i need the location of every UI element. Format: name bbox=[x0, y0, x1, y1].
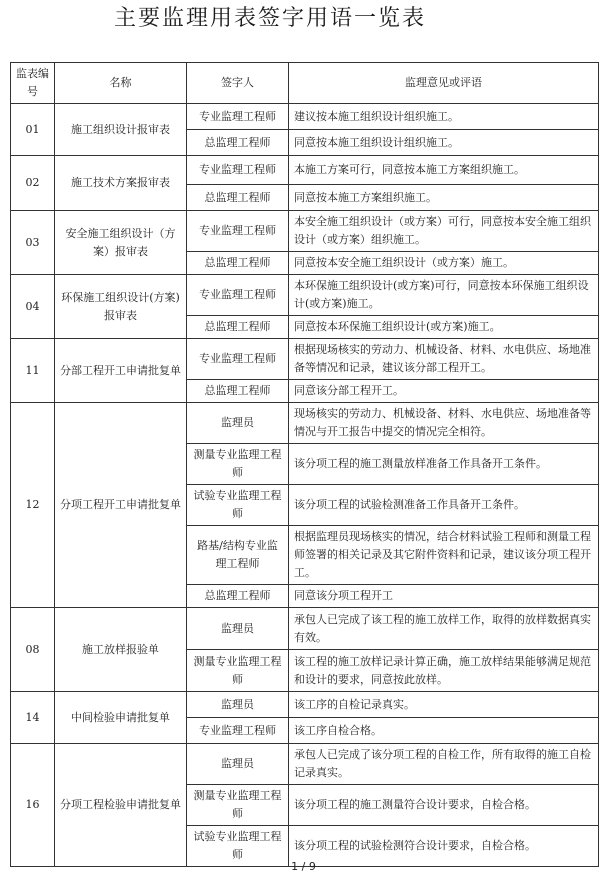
header-opinion: 监理意见或评语 bbox=[289, 63, 599, 104]
opinion-cell: 该分项工程的试验检测符合设计要求，自检合格。 bbox=[289, 826, 599, 867]
opinion-cell: 该分项工程的试验检测准备工作具备开工条件。 bbox=[289, 485, 599, 526]
form-code-cell: 12 bbox=[11, 403, 55, 608]
opinion-cell: 本安全施工组织设计（或方案）可行，同意按本安全施工组织设计（或方案）组织施工。 bbox=[289, 211, 599, 252]
signer-cell: 专业监理工程师 bbox=[187, 718, 289, 744]
page-indicator: 1 / 9 bbox=[291, 860, 316, 873]
form-name-cell: 施工技术方案报审表 bbox=[55, 156, 187, 211]
opinion-cell: 建议按本施工组织设计组织施工。 bbox=[289, 104, 599, 130]
opinion-cell: 现场核实的劳动力、机械设备、材料、水电供应、场地准备等情况与开工报告中提交的情况完全相符。 bbox=[289, 403, 599, 444]
signer-cell: 监理员 bbox=[187, 608, 289, 650]
opinion-cell: 根据现场核实的劳动力、机械设备、材料、水电供应、场地准备等情况和记录，建议该分部工程开工。 bbox=[289, 339, 599, 380]
signer-cell: 专业监理工程师 bbox=[187, 104, 289, 130]
signer-cell: 监理员 bbox=[187, 692, 289, 718]
signer-cell: 试验专业监理工程师 bbox=[187, 485, 289, 526]
opinion-cell: 本施工方案可行，同意按本施工方案组织施工。 bbox=[289, 156, 599, 185]
form-name-cell: 分部工程开工申请批复单 bbox=[55, 339, 187, 403]
opinion-cell: 承包人已完成了该分项工程的自检工作，所有取得的施工自检记录真实。 bbox=[289, 744, 599, 785]
signature-phrase-table bbox=[10, 62, 599, 867]
form-code-cell: 02 bbox=[11, 156, 55, 211]
form-name-cell: 分项工程开工申请批复单 bbox=[55, 403, 187, 608]
form-name-cell: 分项工程检验申请批复单 bbox=[55, 744, 187, 867]
signer-cell: 总监理工程师 bbox=[187, 316, 289, 339]
table-row bbox=[11, 339, 599, 380]
table-row bbox=[11, 211, 599, 252]
signer-cell: 监理员 bbox=[187, 403, 289, 444]
table-row bbox=[11, 608, 599, 650]
opinion-cell: 根据监理员现场核实的情况，结合材料试验工程师和测量工程师签署的相关记录及其它附件资料和记录，建议该分项工程开工。 bbox=[289, 526, 599, 585]
header-code: 监表编号 bbox=[11, 63, 55, 104]
form-code-cell: 14 bbox=[11, 692, 55, 744]
opinion-cell: 本环保施工组织设计(或方案)可行，同意按本环保施工组织设计(或方案)施工。 bbox=[289, 275, 599, 316]
opinion-cell: 同意该分项工程开工 bbox=[289, 585, 599, 608]
table-row bbox=[11, 744, 599, 785]
form-name-cell: 环保施工组织设计(方案)报审表 bbox=[55, 275, 187, 339]
signer-cell: 总监理工程师 bbox=[187, 380, 289, 403]
opinion-cell: 同意按本安全施工组织设计（或方案）施工。 bbox=[289, 252, 599, 275]
signer-cell: 专业监理工程师 bbox=[187, 156, 289, 185]
form-code-cell: 16 bbox=[11, 744, 55, 867]
opinion-cell: 该工序自检合格。 bbox=[289, 718, 599, 744]
signer-cell: 路基/结构专业监理工程师 bbox=[187, 526, 289, 585]
opinion-cell: 该工程的施工放样记录计算正确，施工放样结果能够满足规范和设计的要求，同意按此放样。 bbox=[289, 650, 599, 692]
table-row bbox=[11, 156, 599, 185]
form-name-cell: 施工组织设计报审表 bbox=[55, 104, 187, 156]
table-row bbox=[11, 403, 599, 444]
signer-cell: 专业监理工程师 bbox=[187, 339, 289, 380]
table-row bbox=[11, 692, 599, 718]
table-header-row bbox=[11, 63, 599, 104]
opinion-cell: 该分项工程的施工测量放样准备工作具备开工条件。 bbox=[289, 444, 599, 485]
signer-cell: 测量专业监理工程师 bbox=[187, 444, 289, 485]
signer-cell: 总监理工程师 bbox=[187, 185, 289, 211]
form-code-cell: 01 bbox=[11, 104, 55, 156]
page-title: 主要监理用表签字用语一览表 bbox=[113, 6, 426, 31]
form-code-cell: 03 bbox=[11, 211, 55, 275]
signer-cell: 总监理工程师 bbox=[187, 130, 289, 156]
signer-cell: 试验专业监理工程师 bbox=[187, 826, 289, 867]
signer-cell: 总监理工程师 bbox=[187, 252, 289, 275]
opinion-cell: 同意该分部工程开工。 bbox=[289, 380, 599, 403]
table-body bbox=[11, 104, 599, 867]
form-name-cell: 安全施工组织设计（方案）报审表 bbox=[55, 211, 187, 275]
signer-cell: 测量专业监理工程师 bbox=[187, 650, 289, 692]
header-signer: 签字人 bbox=[187, 63, 289, 104]
form-code-cell: 04 bbox=[11, 275, 55, 339]
opinion-cell: 该分项工程的施工测量符合设计要求，自检合格。 bbox=[289, 785, 599, 826]
form-code-cell: 11 bbox=[11, 339, 55, 403]
opinion-cell: 该工序的自检记录真实。 bbox=[289, 692, 599, 718]
signer-cell: 测量专业监理工程师 bbox=[187, 785, 289, 826]
signer-cell: 专业监理工程师 bbox=[187, 211, 289, 252]
form-name-cell: 中间检验申请批复单 bbox=[55, 692, 187, 744]
header-name: 名称 bbox=[55, 63, 187, 104]
signer-cell: 总监理工程师 bbox=[187, 585, 289, 608]
opinion-cell: 承包人已完成了该工程的施工放样工作，取得的放样数据真实有效。 bbox=[289, 608, 599, 650]
table-row bbox=[11, 104, 599, 130]
opinion-cell: 同意按本环保施工组织设计(或方案)施工。 bbox=[289, 316, 599, 339]
opinion-cell: 同意按本施工组织设计组织施工。 bbox=[289, 130, 599, 156]
table-row bbox=[11, 275, 599, 316]
signer-cell: 专业监理工程师 bbox=[187, 275, 289, 316]
form-code-cell: 08 bbox=[11, 608, 55, 692]
signer-cell: 监理员 bbox=[187, 744, 289, 785]
form-name-cell: 施工放样报验单 bbox=[55, 608, 187, 692]
opinion-cell: 同意按本施工方案组织施工。 bbox=[289, 185, 599, 211]
